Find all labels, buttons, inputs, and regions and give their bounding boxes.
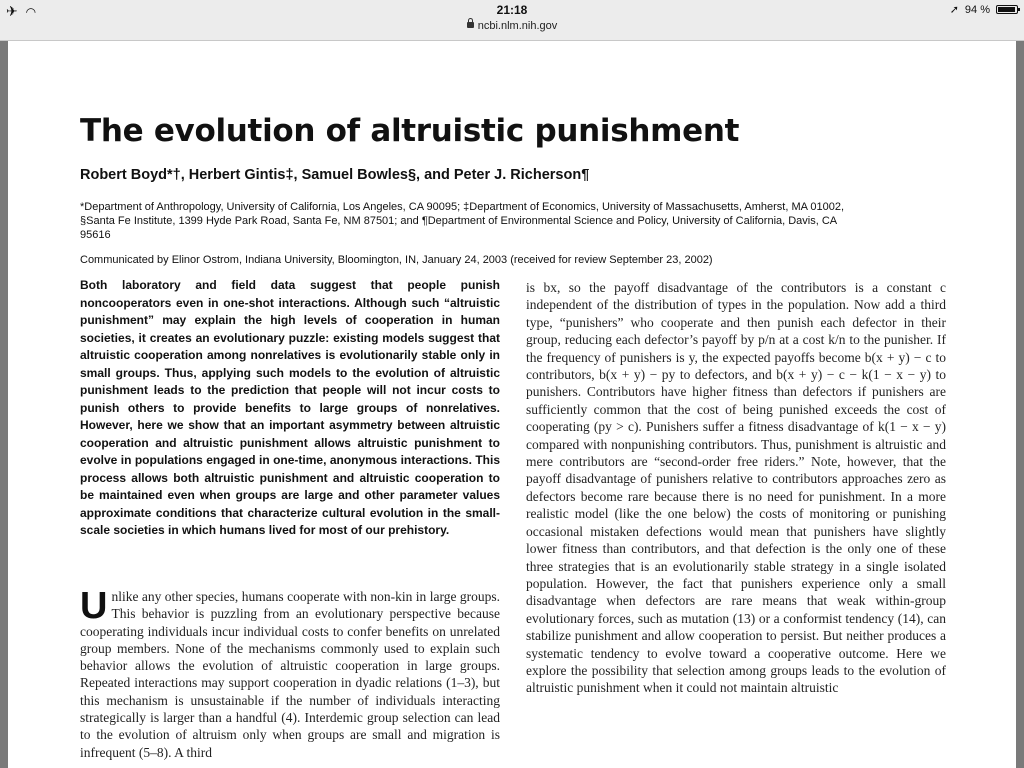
communicated-by: Communicated by Elinor Ostrom, Indiana University, Bloomington, IN, January 24, 2003 (received for review September 23, 2002) bbox=[80, 254, 713, 266]
battery-level bbox=[998, 7, 1015, 12]
drop-cap: U bbox=[80, 585, 108, 627]
article-page[interactable] bbox=[8, 41, 1016, 768]
url-text[interactable]: ncbi.nlm.nih.gov bbox=[477, 20, 558, 32]
status-right bbox=[950, 3, 1018, 16]
ios-status-bar bbox=[0, 0, 1024, 41]
address-bar[interactable] bbox=[0, 20, 1024, 32]
abstract: Both laboratory and field data suggest that people punish noncooperators even in one-shot interactions. Although such “altruistic punishment” may explain the high levels of cooperation in human societies, it creates an evolutionary puzzle: existing models suggest that altruistic cooperation among nonrelatives is evolutionarily stable only in small groups. Thus, applying such models to the evolution of altruistic punishment leads to the prediction that people will not incur costs to punish others to provide benefits to large groups of nonrelatives. However, here we show that an important asymmetry between altruistic cooperation and altruistic punishment allows altruistic punishment to evolve in populations engaged in one-time, anonymous interactions. This process allows both altruistic punishment and altruistic cooperation to be maintained even when groups are large and other parameter values approximate conditions that characterize cultural evolution in the small-scale societies in which humans lived for most of our prehistory. bbox=[80, 278, 500, 537]
affiliations: *Department of Anthropology, University of California, Los Angeles, CA 90095; ‡Department of Economics, University of Massachusetts, Amherst, MA 01002, §Santa Fe Institute, 1399 Hyde Park Road, Santa Fe, NM 87501; and ¶Department of Environmental Science and Policy, University of California, Davis, CA 95616 bbox=[80, 201, 845, 241]
right-column bbox=[526, 279, 946, 697]
battery-icon bbox=[996, 5, 1018, 14]
introduction bbox=[80, 585, 500, 761]
paper-title: The evolution of altruistic punishment bbox=[80, 113, 740, 149]
right-column-text: is bx, so the payoff disadvantage of the contributors is a constant c independent of the distribution of types in the population. Now add a third type, “punishers” who cooperate and then punish each defector in their group, reducing each defector’s payoff by p/n at a cost k/n to the punisher. If the frequency of punishers is y, the expected payoffs become b(x + y) − c to contributors, b(x + y) − py to defectors, and b(x + y) − c − k(1 − x − y) to punishers. Contributors have higher fitness than defectors if punishers are sufficiently common that the cost of being punished exceeds the cost of cooperating (py > c). Punishers suffer a fitness disadvantage of k(1 − x − y) compared with nonpunishing contributors. Thus, punishment is altruistic and mere contributors are “second-order free riders.” Note, however, that the payoff disadvantage of punishers relative to contributors approaches zero as defectors become rare because there is no need for punishment. In a more realistic model (like the one below) the costs of monitoring or punishing occasional mistaken defections would mean that punishers have slightly lower fitness than contributors, and that defection is the only one of these three strategies that is an evolutionarily stable strategy in a single isolated population. However, the fact that punishers experience only a small disadvantage when defectors are rare means that weak within-group evolutionary forces, such as mutation (13) or a conformist tendency (14), can stabilize punishment and allow cooperation to persist. But neither produces a systematic tendency to evolve toward a cooperative outcome. Here we explore the possibility that selection among groups leads to the evolution of altruistic punishment when it could not maintain altruistic bbox=[526, 280, 946, 696]
clock: 21:18 bbox=[496, 3, 528, 17]
intro-paragraph: nlike any other species, humans cooperate with non-kin in large groups. This behavior is puzzling from an evolutionary perspective because cooperating individuals incur individual costs to confer benefits on unrelated group members. None of the mechanisms commonly used to explain such behavior allows the evolution of altruistic cooperation in large groups. Repeated interactions may support cooperation in dyadic relations (1–3), but this mechanism is unsustainable if the number of individuals interacting strategically is larger than a handful (4). Interdemic group selection can lead to the evolution of altruism only when groups are small and migration is infrequent (5–8). A third bbox=[80, 589, 500, 760]
location-arrow-icon: ➚ bbox=[949, 4, 959, 16]
author-list: Robert Boyd*†, Herbert Gintis‡, Samuel Bowles§, and Peter J. Richerson¶ bbox=[80, 167, 590, 183]
airplane-icon: ✈ bbox=[6, 3, 18, 19]
battery-percent: 94 % bbox=[964, 3, 990, 16]
wifi-icon: ◠ bbox=[25, 5, 37, 19]
lock-icon bbox=[467, 22, 474, 28]
